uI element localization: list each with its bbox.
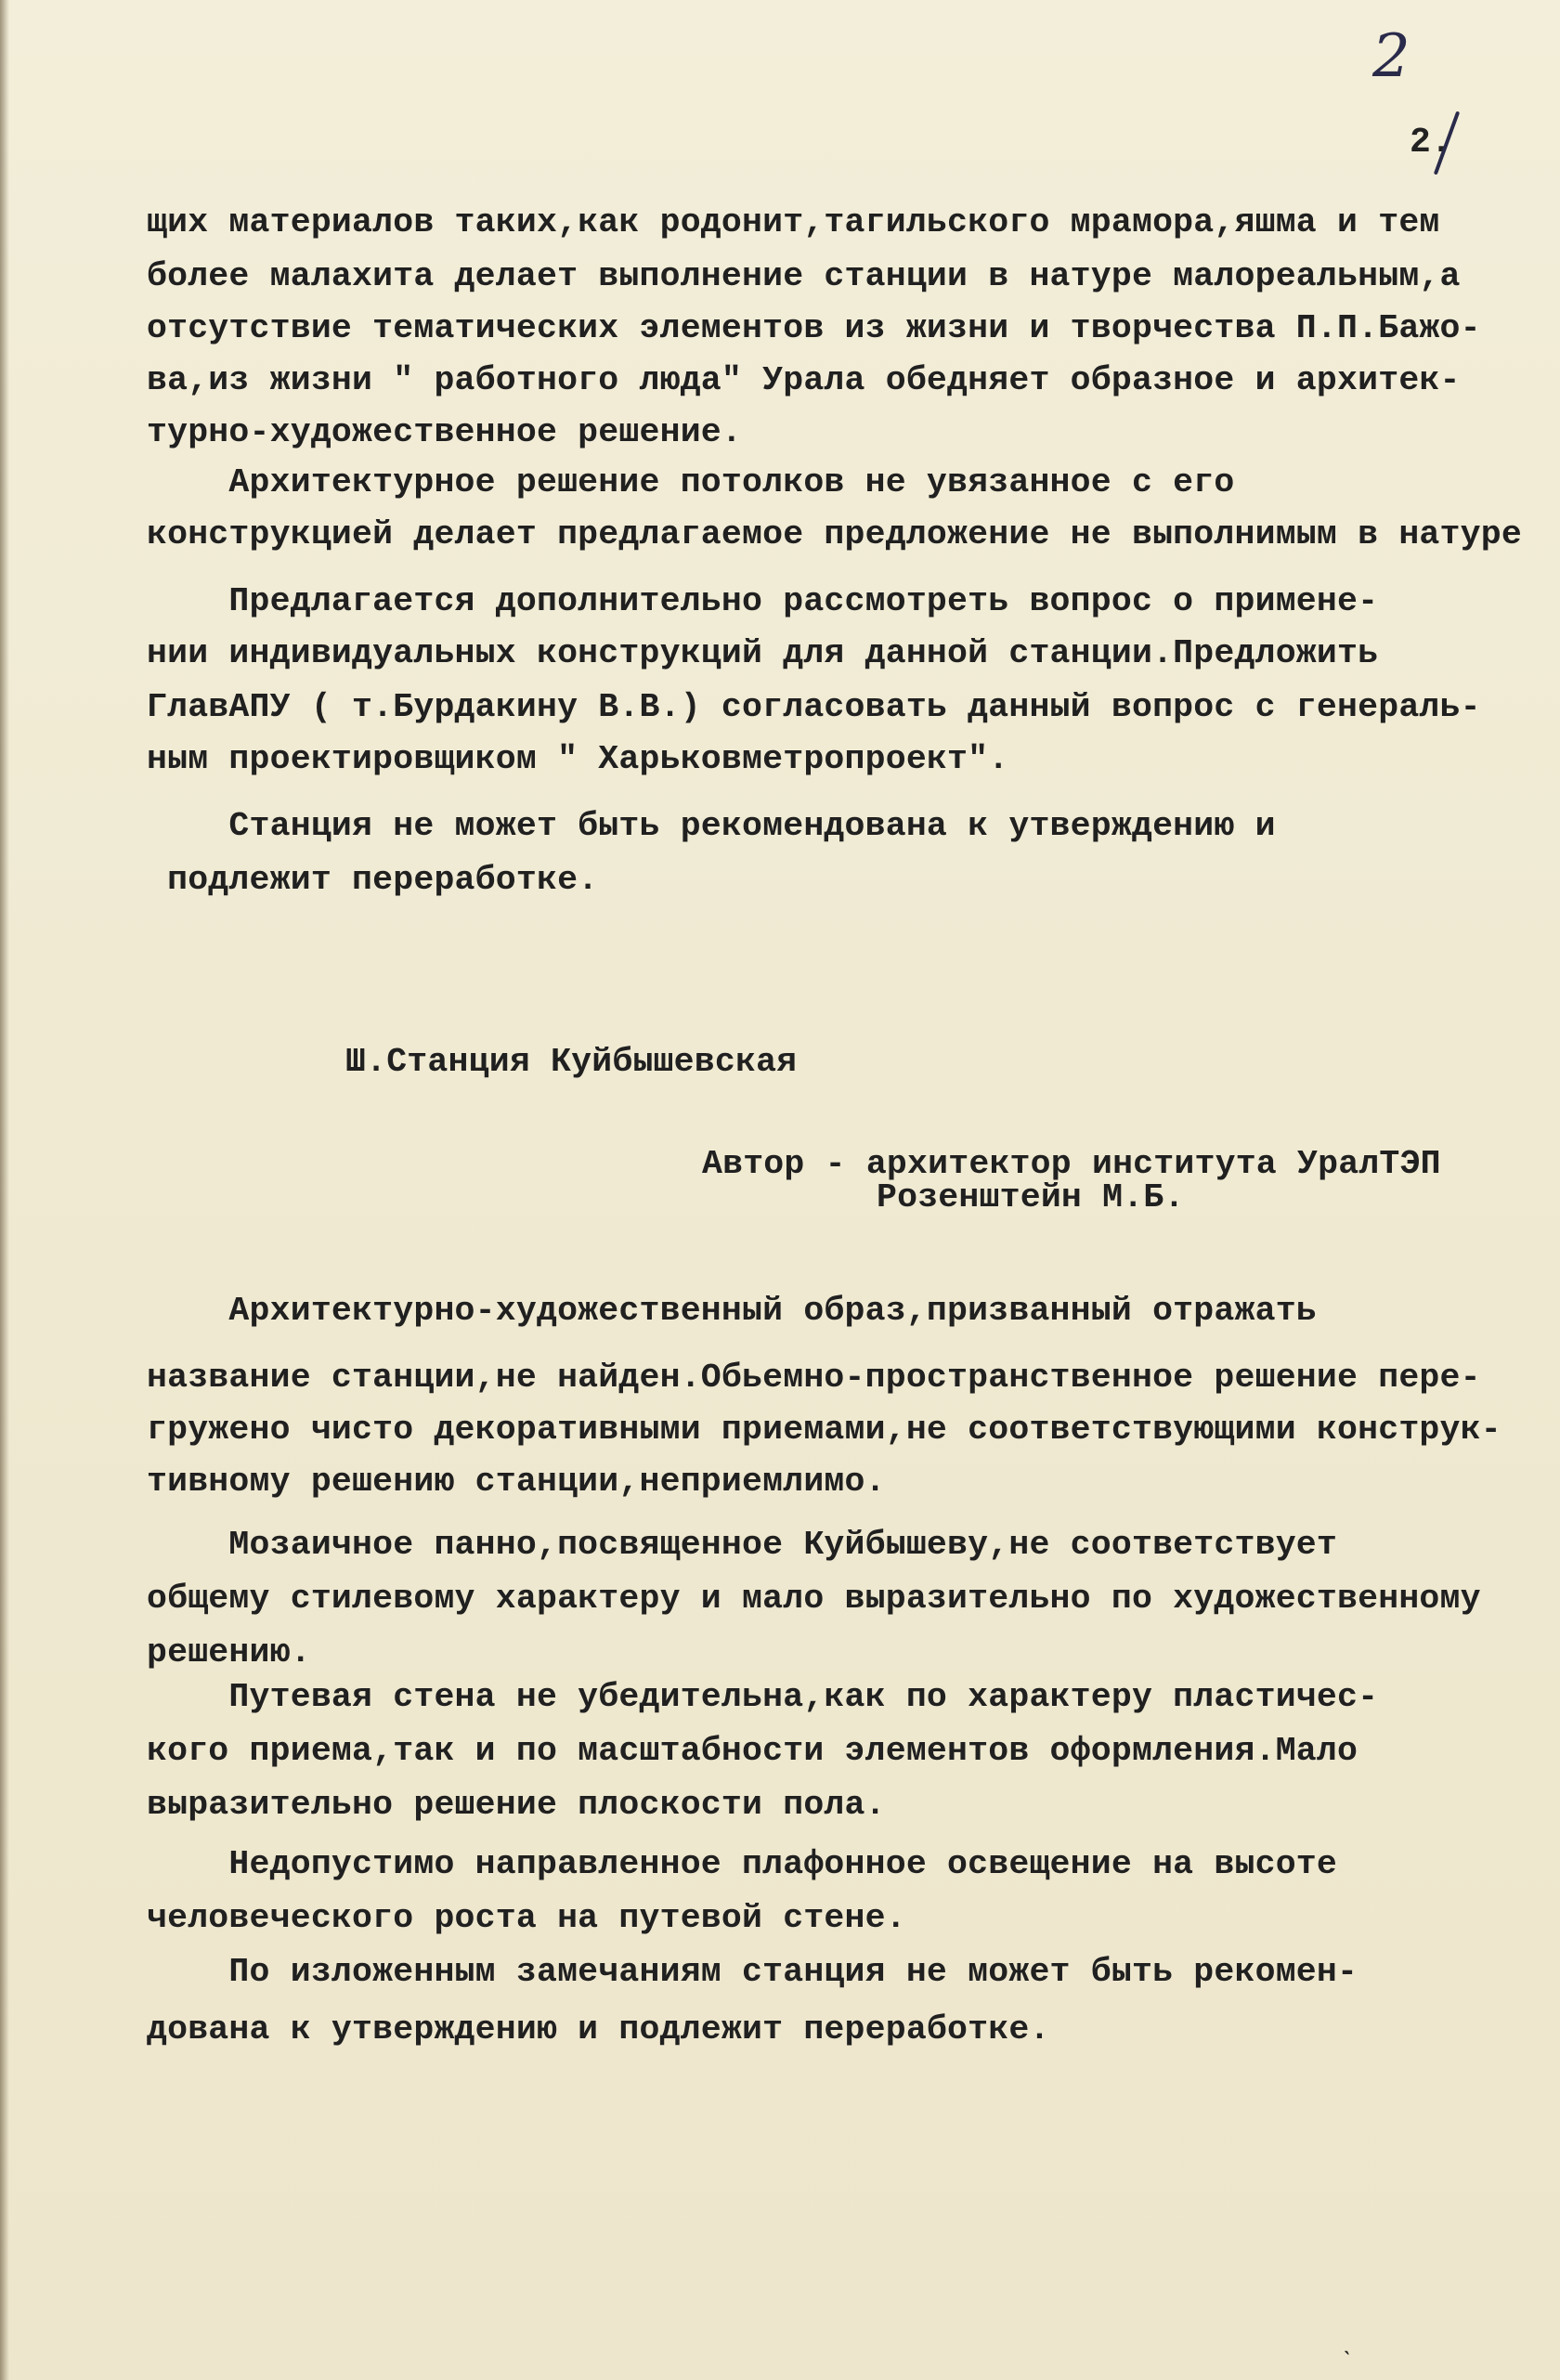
text-line: щих материалов таких,как родонит,тагильского мрамора,яшма и тем [147,203,1440,241]
text-line: Архитектурно-художественный образ,призванный отражать [147,1292,1317,1330]
text-line: ным проектировщиком " Харьковметропроект". [147,740,1009,778]
text-line: более малахита делает выполнение станции в натуре малореальным,а [147,257,1461,295]
text-line: турно-художественное решение. [147,413,743,451]
section-heading: Ш.Станция Куйбышевская [345,1043,798,1081]
text-line: подлежит переработке. [147,861,599,899]
text-line: гружено чисто декоративными приемами,не соответствующими конструк- [147,1411,1502,1449]
archive-sheet-number: 2 [1372,22,1410,91]
page-number: 2. [1410,123,1452,163]
text-line: конструкцией делает предлагаемое предложение не выполнимым в натуре [147,515,1522,553]
text-line: кого приема,так и по масштабности элементов оформления.Мало [147,1732,1358,1770]
text-line: Станция не может быть рекомендована к утверждению и [147,807,1276,845]
text-line: дована к утверждению и подлежит переработке. [147,2010,1050,2048]
author-line: Автор - архитектор института УралТЭП [702,1145,1441,1183]
text-line: тивному решению станции,неприемлимо. [147,1463,886,1501]
text-line: человеческого роста на путевой стене. [147,1899,906,1937]
text-line: решению. [147,1633,311,1671]
text-line: нии индивидуальных конструкций для данной станции.Предложить [147,634,1379,672]
text-line: Архитектурное решение потолков не увязанное с его [147,463,1235,501]
text-line: отсутствие тематических элементов из жизни и творчества П.П.Бажо- [147,309,1481,347]
text-line: Путевая стена не убедительна,как по характеру пластичес- [147,1678,1379,1716]
text-line: название станции,не найден.Обьемно-пространственное решение пере- [147,1359,1481,1397]
text-line: Предлагается дополнительно рассмотреть вопрос о примене- [147,582,1379,620]
ink-speck: ˎ [1339,2329,1355,2358]
text-line: Недопустимо направленное плафонное освещение на высоте [147,1845,1338,1883]
text-line: общему стилевому характеру и мало выразительно по художественному [147,1580,1481,1618]
text-line: выразительно решение плоскости пола. [147,1786,886,1824]
page-edge-shadow [0,0,9,2380]
text-line: ва,из жизни " работного люда" Урала обедняет образное и архитек- [147,361,1461,399]
text-line: По изложенным замечаниям станция не может быть рекомен- [147,1953,1358,1991]
author-name: Розенштейн М.Б. [877,1178,1185,1216]
text-line: ГлавАПУ ( т.Бурдакину В.В.) согласовать данный вопрос с генераль- [147,688,1481,726]
text-line: Мозаичное панно,посвященное Куйбышеву,не соответствует [147,1526,1338,1564]
